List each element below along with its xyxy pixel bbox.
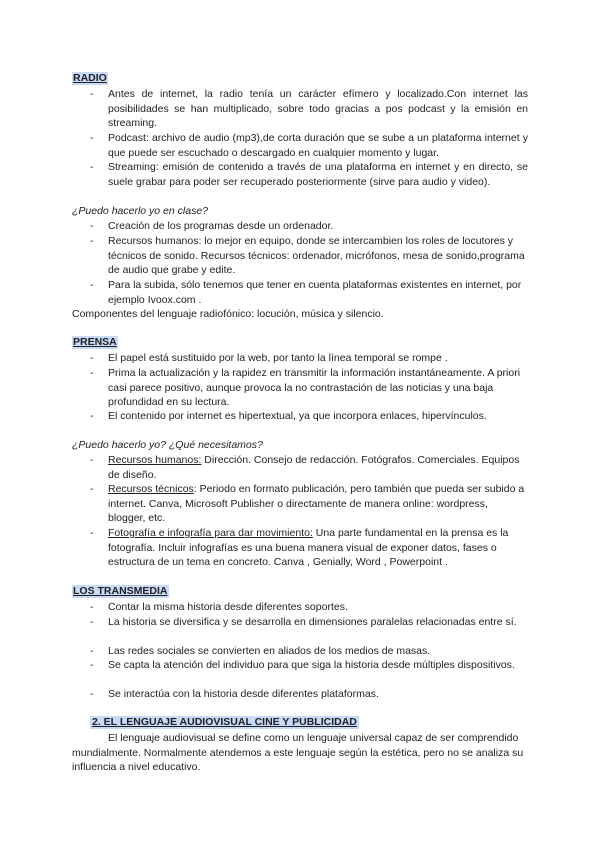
transmedia-heading: LOS TRANSMEDIA <box>73 585 168 597</box>
radio-question: ¿Puedo hacerlo yo en clase? <box>72 205 209 217</box>
list-item-text: Podcast: archivo de audio (mp3),de corta duración que se sube a un plataforma internet y que puede ser escuchado o descargado en cualquier momento y lugar. <box>108 132 528 159</box>
list-item-text: Las redes sociales se convierten en aliados de los medios de masas. <box>108 645 431 657</box>
prensa-question: ¿Puedo hacerlo yo? ¿Qué necesitamos? <box>72 439 263 451</box>
needs-text: Dirección. Consejo de redacción. Fotógrafos. Comerciales. Equipos de diseño. <box>108 454 520 481</box>
radio-components: Componentes del lenguaje radiofónico: locución, música y silencio. <box>72 308 384 320</box>
list-item: - Contar la misma historia desde diferentes soportes. <box>90 600 530 615</box>
list-item: - Recursos humanos: lo mejor en equipo, donde se intercambien los roles de locutores y técnicos de sonido. Recursos técnicos: ordenador, micrófonos, mesa de sonido,programa de audio que grabe y edite. <box>90 234 530 278</box>
list-item-text: Antes de internet, la radio tenía un carácter efímero y localizado.Con internet las posibilidades se han multiplicado, sobre todo gracias a pos podcast y la emisión en streaming. <box>108 88 528 130</box>
needs-label: Recursos humanos: <box>108 454 202 466</box>
list-item: - Recursos humanos: Dirección. Consejo de redacción. Fotógrafos. Comerciales. Equipos de diseño. <box>90 454 520 481</box>
list-item: - Antes de internet, la radio tenía un carácter efímero y localizado.Con internet las posibilidades se han multiplicado, sobre todo gracias a pos podcast y la emisión en streaming. <box>90 88 528 130</box>
needs-label: Recursos técnicos <box>108 483 194 495</box>
list-item-text: Se capta la atención del individuo para que siga la historia desde múltiples dispositivos. <box>108 659 515 671</box>
list-item: - El papel está sustituido por la web, por tanto la línea temporal se rompe . <box>90 351 530 366</box>
list-item-text: Para la subida, sólo tenemos que tener en cuenta plataformas existentes en internet, por ejemplo Ivoox.com . <box>108 279 522 306</box>
list-item: - Streaming: emisión de contenido a través de una plataforma en internet y en directo, se suele grabar para poder ser recuperado posteriormente (sirve para audio y video). <box>90 161 528 188</box>
list-item: - Podcast: archivo de audio (mp3),de corta duración que se sube a un plataforma internet y que puede ser escuchado o descargado en cualquier momento y lugar. <box>90 132 528 159</box>
prensa-heading: PRENSA <box>73 336 117 348</box>
list-item-text: Contar la misma historia desde diferentes soportes. <box>108 601 348 613</box>
list-item-text: El contenido por internet es hipertextual, ya que incorpora enlaces, hipervínculos. <box>108 410 487 422</box>
list-item: - Se interactúa con la historia desde diferentes plataformas. <box>90 687 530 702</box>
list-item: - Recursos técnicos: Periodo en formato publicación, pero también que pueda ser subido a internet. Canva, Microsoft Publisher o directamente de manera online: wordpress, blogger, etc. <box>90 483 525 525</box>
list-item-text: Prima la actualización y la rapidez en transmitir la información instantáneamente. A priori casi parece positivo, aunque provoca la no contrastación de las noticias y una baja profundidad en su lectura. <box>108 367 521 409</box>
section-2-heading: 2. EL LENGUAJE AUDIOVISUAL CINE Y PUBLICIDAD <box>92 716 357 728</box>
list-item: - El contenido por internet es hipertextual, ya que incorpora enlaces, hipervínculos. <box>90 409 530 424</box>
needs-label: Fotografía e infografía para dar movimiento: <box>108 527 313 539</box>
radio-heading: RADIO <box>73 72 107 84</box>
list-item: - Prima la actualización y la rapidez en transmitir la información instantáneamente. A priori casi parece positivo, aunque provoca la no contrastación de las noticias y una baja profundidad en su lectura. <box>90 366 530 410</box>
list-item-text: Creación de los programas desde un ordenador. <box>108 220 334 232</box>
list-item-text: Se interactúa con la historia desde diferentes plataformas. <box>108 688 379 700</box>
list-item-text: La historia se diversifica y se desarrolla en dimensiones paralelas relacionadas entre sí. <box>108 616 517 628</box>
needs-text: : Periodo en formato publicación, pero también que pueda ser subido a internet. Canva, Microsoft Publisher o directamente de manera online: wordpress, blogger, etc. <box>108 483 525 525</box>
list-item: - Fotografía e infografía para dar movimiento: Una parte fundamental en la prensa es la fotografía. Incluir infografías es una buena manera visual de exponer datos, fases o estructura de un tema en concreto. Canva , Genially, Word , Powerpoint . <box>90 527 509 569</box>
list-item: - Se capta la atención del individuo para que siga la historia desde múltiples dispositivos. <box>90 658 530 673</box>
list-item: - Las redes sociales se convierten en aliados de los medios de masas. <box>90 644 530 659</box>
list-item: - Creación de los programas desde un ordenador. <box>90 219 530 234</box>
list-item: - Para la subida, sólo tenemos que tener en cuenta plataformas existentes en internet, por ejemplo Ivoox.com . <box>90 278 530 307</box>
list-item-text: El papel está sustituido por la web, por tanto la línea temporal se rompe . <box>108 352 448 364</box>
needs-text: Una parte fundamental en la prensa es la fotografía. Incluir infografías es una buena manera visual de exponer datos, fases o estructura de un tema en concreto. Canva , Genially, Word , Powerpoint . <box>108 527 509 569</box>
list-item-text: Recursos humanos: lo mejor en equipo, donde se intercambien los roles de locutores y técnicos de sonido. Recursos técnicos: ordenador, micrófonos, mesa de sonido,programa de audio que grabe y edite. <box>108 235 525 277</box>
list-item-text: Streaming: emisión de contenido a través de una plataforma en internet y en directo, se suele grabar para poder ser recuperado posteriormente (sirve para audio y video). <box>108 161 528 188</box>
list-item: - La historia se diversifica y se desarrolla en dimensiones paralelas relacionadas entre sí. <box>90 615 530 630</box>
section-2-paragraph: El lenguaje audiovisual se define como un lenguaje universal capaz de ser comprendido mundialmente. Normalmente atendemos a este lenguaje según la estética, pero no se analiza su influencia a nivel educativo. <box>72 732 524 774</box>
